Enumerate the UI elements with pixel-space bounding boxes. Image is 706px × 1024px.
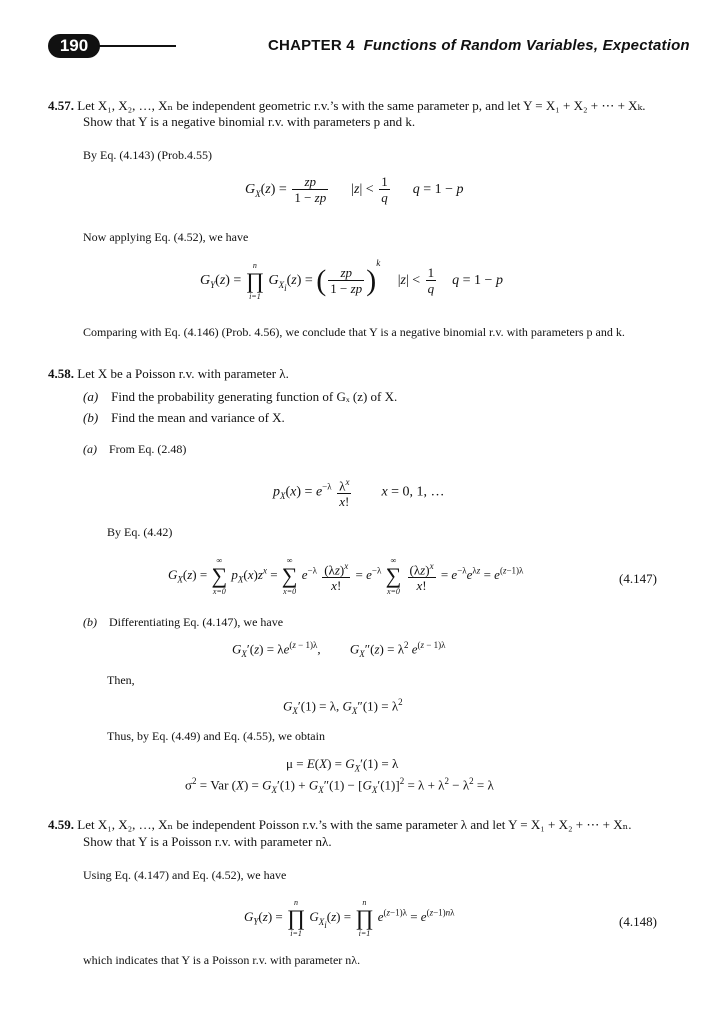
equation-poisson-sum-pgf: $G_Y(z)$ = n ∏ i=1 $G_{X_i}(z)$ = n ∏ i=1 $e^{(z-1)\lambda} = e^{(z-1)n\lambda}$ bbox=[244, 898, 455, 938]
problem-number: 4.59. bbox=[48, 817, 74, 832]
problem-4-59-statement bbox=[48, 816, 631, 833]
equation-geometric-pgf: $G_X(z)$ = $\frac{zp}{1 - zp}$ |z| < $\frac{1}{q}$ q = 1 − p bbox=[245, 174, 464, 205]
chapter-label: CHAPTER 4 bbox=[268, 37, 355, 54]
solution-text: Now applying Eq. (4.52), we have bbox=[83, 230, 249, 244]
solution-text: By Eq. (4.42) bbox=[107, 525, 173, 539]
chapter-title: Functions of Random Variables, Expectation bbox=[363, 37, 690, 54]
equation-derivatives: $G_X'(z) = \lambda e^{(z - 1)\lambda}$, $G_X''(z) = \lambda^2$ $e^{(z - 1)\lambda}$ bbox=[232, 640, 446, 659]
equation-number: (4.148) bbox=[619, 914, 657, 929]
part-label: (b) bbox=[83, 615, 97, 629]
problem-4-58-statement bbox=[48, 365, 289, 382]
solution-part-a bbox=[83, 441, 186, 458]
part-a-question bbox=[83, 388, 397, 405]
part-b-question bbox=[83, 409, 285, 426]
statement-line: Show that Y is a Poisson r.v. with parameter nλ. bbox=[83, 834, 332, 849]
page-number-badge: 190 bbox=[48, 34, 100, 58]
solution-text: Then, bbox=[107, 673, 135, 687]
part-text: Find the mean and variance of X. bbox=[111, 410, 285, 425]
part-text: Find the probability generating function of Gₓ (z) of X. bbox=[111, 389, 398, 404]
solution-part-b bbox=[83, 614, 283, 631]
solution-text: Using Eq. (4.147) and Eq. (4.52), we have bbox=[83, 868, 287, 882]
equation-number: (4.147) bbox=[619, 571, 657, 586]
part-label: (a) bbox=[83, 442, 97, 456]
statement-line: Let X₁, X₂, …, Xₙ be independent Poisson r.v.’s with the same parameter λ and let Y = X₁ + X₂ + ⋯ + Xₙ. bbox=[77, 817, 632, 832]
statement-line: Show that Y is a negative binomial r.v. with parameters p and k. bbox=[83, 114, 416, 129]
part-label: (a) bbox=[83, 389, 99, 404]
solution-text: From Eq. (2.48) bbox=[109, 442, 187, 456]
statement-line: Let X₁, X₂, …, Xₙ be independent geometric r.v.’s with the same parameter p, and let Y = X₁ + X₂ + ⋯ + Xₖ. bbox=[77, 98, 646, 113]
equation-variance: $\sigma^2$ = Var $(X) = G_X'(1) + G_X''(1) - [G_X'(1)]^2 = \lambda + \lambda^2 - \lambda^2 = \lambda$ bbox=[185, 776, 494, 795]
solution-text: Comparing with Eq. (4.146) (Prob. 4.56), we conclude that Y is a negative binomial r.v. with parameters p and k. bbox=[83, 325, 625, 339]
problem-number: 4.57. bbox=[48, 98, 74, 113]
chapter-header bbox=[268, 37, 690, 54]
solution-text: Thus, by Eq. (4.49) and Eq. (4.55), we obtain bbox=[107, 729, 325, 743]
header-rule bbox=[96, 45, 176, 47]
equation-product-pgf: $G_Y(z)$ = n ∏ i=1 $G_{X_i}(z)$ = ( $\frac{zp}{1 - zp}$ )$^k$ |z| < $\frac{1}{q}$ q = 1 − p bbox=[200, 258, 503, 301]
equation-poisson-pmf: $p_X(x) = e^{-\lambda}$ $\frac{\lambda^x}{x!}$ x = 0, 1, … bbox=[273, 477, 445, 510]
part-label: (b) bbox=[83, 410, 99, 425]
solution-text: By Eq. (4.143) (Prob.4.55) bbox=[83, 148, 212, 162]
solution-text: Differentiating Eq. (4.147), we have bbox=[109, 615, 284, 629]
equation-mean: $\mu = E(X) = G_X'(1) = \lambda$ bbox=[286, 756, 399, 774]
problem-number: 4.58. bbox=[48, 366, 74, 381]
equation-derivatives-at-one: $G_X'(1) = \lambda$, $G_X''(1) = \lambda^2$ bbox=[283, 697, 403, 716]
equation-poisson-pgf: $G_X(z)$ = ∞ ∑ x=0 $p_X(x)z^x$ = ∞ ∑ x=0 $e^{-\lambda}$ $\frac{(\lambda z)^x}{x!}$ = $e^{-\lambda}$ ∞ ∑ x=0 $\frac{(\lambda z)^x}{x!}$ = $e^{-\lambda}e^{\lambda z} = e^{(z-1)\lambda}$ bbox=[168, 556, 524, 596]
statement-line: Let X be a Poisson r.v. with parameter λ. bbox=[77, 366, 289, 381]
problem-4-57-statement bbox=[48, 97, 646, 114]
solution-text: which indicates that Y is a Poisson r.v. with parameter nλ. bbox=[83, 953, 361, 967]
